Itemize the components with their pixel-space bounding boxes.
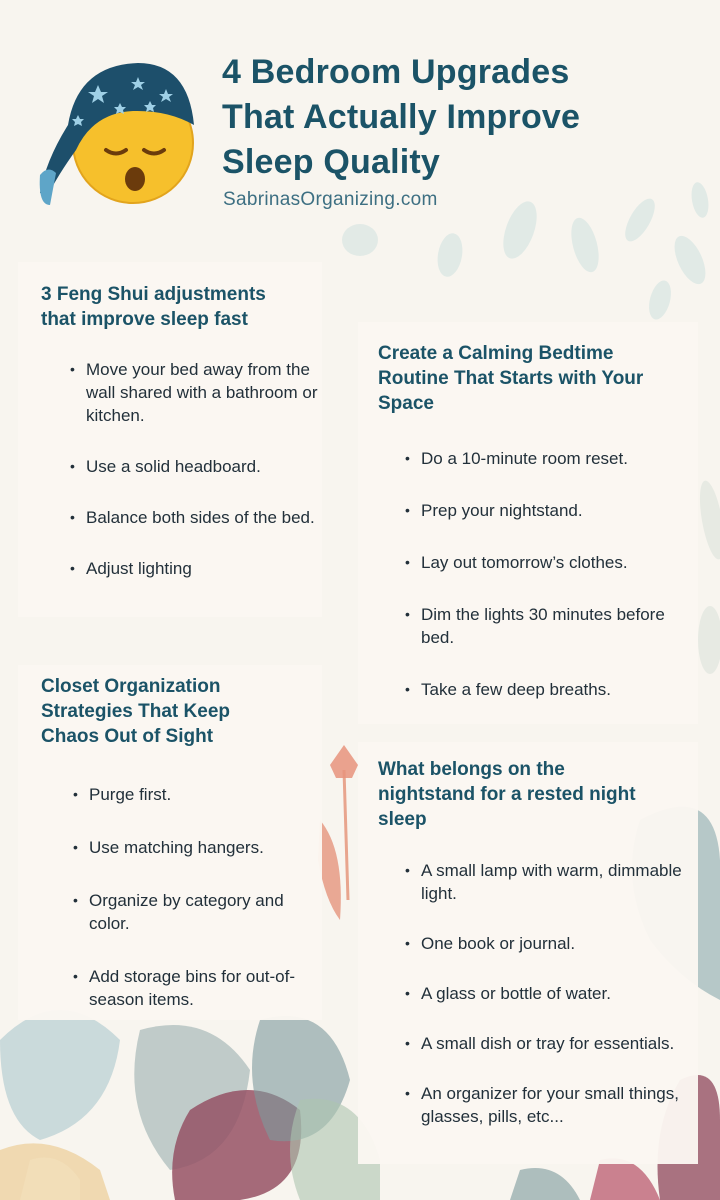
heading-line: sleep	[378, 809, 427, 830]
website-label: SabrinasOrganizing.com	[223, 189, 438, 210]
list-item: • An organizer for your small things, glasses, pills, etc...	[405, 1082, 690, 1128]
heading-line: What belongs on the	[378, 759, 565, 780]
list-item: • Add storage bins for out-of-season items.	[73, 965, 313, 1011]
heading-line: Chaos Out of Sight	[41, 726, 214, 747]
heading-line: 3 Feng Shui adjustments	[41, 284, 266, 305]
section-heading	[41, 282, 311, 332]
list-item: • Take a few deep breaths.	[405, 678, 690, 701]
list-item: • Dim the lights 30 minutes before bed.	[405, 603, 690, 649]
closet-organization-card	[18, 665, 322, 1020]
heading-line: Space	[378, 393, 434, 414]
list-item: • A small dish or tray for essentials.	[405, 1032, 690, 1055]
list-item: • Move your bed away from the wall shared with a bathroom or kitchen.	[70, 358, 320, 427]
list-item: • Prep your nightstand.	[405, 499, 690, 522]
list-item: • Do a 10-minute room reset.	[405, 447, 690, 470]
list-item: • A small lamp with warm, dimmable light.	[405, 859, 690, 905]
list-item: • Adjust lighting	[70, 557, 320, 580]
title-line-1: 4 Bedroom Upgrades	[222, 53, 570, 91]
title-line-3: Sleep Quality	[222, 143, 441, 181]
heading-line: that improve sleep fast	[41, 309, 248, 330]
bedtime-routine-card	[358, 322, 698, 724]
sleeping-face-nightcap-icon	[38, 55, 198, 210]
list-item: • Organize by category and color.	[73, 889, 313, 935]
heading-line: Create a Calming Bedtime	[378, 343, 614, 364]
list-item: • Purge first.	[73, 783, 313, 806]
section-heading	[41, 674, 301, 749]
bullet-list	[405, 859, 690, 1155]
heading-line: Strategies That Keep	[41, 701, 230, 722]
list-item: • Balance both sides of the bed.	[70, 506, 320, 529]
section-heading	[378, 757, 678, 832]
feng-shui-card	[18, 262, 322, 617]
title-line-2: That Actually Improve	[222, 98, 581, 136]
section-heading	[378, 341, 688, 416]
heading-line: Closet Organization	[41, 676, 221, 697]
bullet-list	[70, 358, 320, 608]
bullet-list	[405, 447, 690, 730]
list-item: • Use matching hangers.	[73, 836, 313, 859]
list-item: • Lay out tomorrow’s clothes.	[405, 551, 690, 574]
page-title	[222, 50, 702, 185]
heading-line: nightstand for a rested night	[378, 784, 636, 805]
heading-line: Routine That Starts with Your	[378, 368, 644, 389]
list-item: • A glass or bottle of water.	[405, 982, 690, 1005]
header	[0, 0, 720, 230]
list-item: • Use a solid headboard.	[70, 455, 320, 478]
list-item: • One book or journal.	[405, 932, 690, 955]
nightstand-card	[358, 742, 698, 1164]
bullet-list	[73, 783, 313, 1041]
